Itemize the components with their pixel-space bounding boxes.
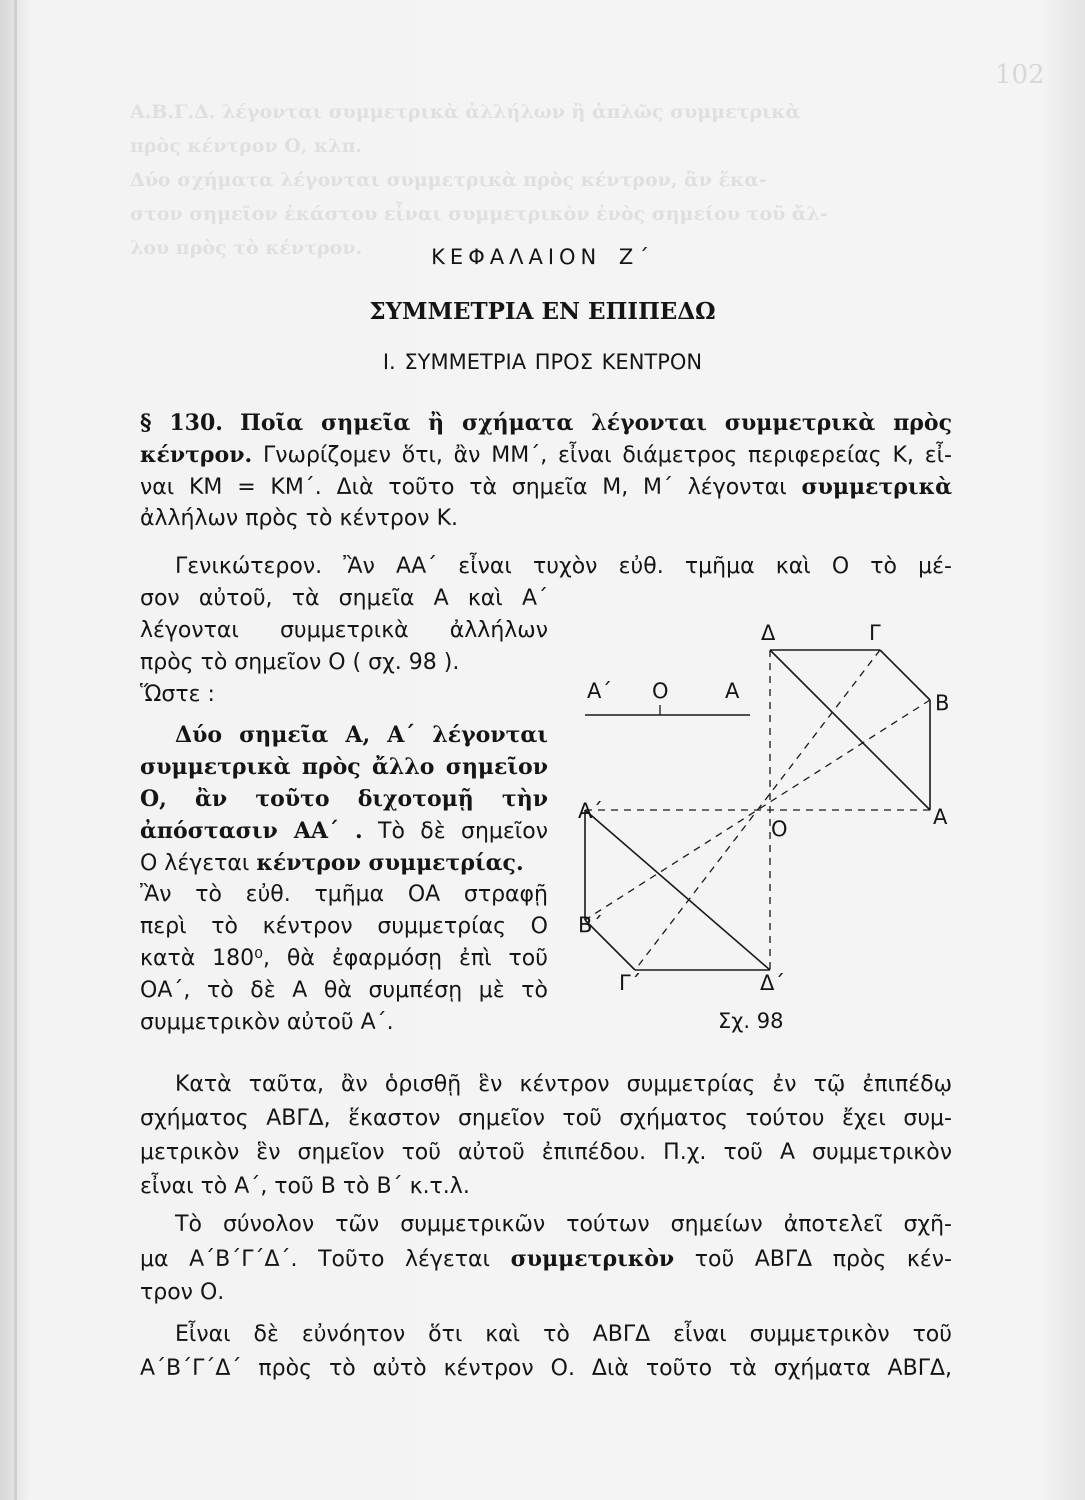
- paragraph-4-line: μετρικὸν ἓν σημεῖον τοῦ αὐτοῦ ἐπιπέδου. Π.χ. τοῦ Α συμμετρικὸν: [140, 1140, 952, 1165]
- definition-text: Τὸ δὲ σημεῖον: [378, 819, 548, 844]
- ghost-line: Δύο σχήματα λέγονται συμμετρικὰ πρὸς κέντρον, ἂν ἕκα-: [130, 169, 767, 191]
- paragraph-3-line: περὶ τὸ κέντρον συμμετρίας Ο: [140, 914, 548, 939]
- paragraph-6-line: Εἶναι δὲ εὐνόητον ὅτι καὶ τὸ ΑΒΓΔ εἶναι συμμετρικὸν τοῦ: [175, 1322, 952, 1347]
- page-title: ΣΥΜΜΕΤΡΙΑ ΕΝ ΕΠΙΠΕΔΩ: [369, 298, 716, 325]
- paragraph-1-line: ἀλλήλων πρὸς τὸ κέντρον Κ.: [140, 506, 459, 531]
- term-distance: ἀπόστασιν ΑΑ΄ .: [140, 818, 363, 844]
- section-heading: Ποῖα σημεῖα ἢ σχήματα λέγονται συμμετρικὰ πρὸς: [240, 410, 952, 436]
- point-label-alpha: Α: [933, 805, 948, 829]
- section-subtitle: Ι. ΣΥΜΜΕΤΡΙΑ ΠΡΟΣ ΚΕΝΤΡΟΝ: [382, 350, 703, 374]
- segment-label-a-prime: Α΄: [587, 679, 612, 703]
- side-gamma-beta: [880, 650, 930, 700]
- term-symmetric-figure: συμμετρικὸν: [510, 1246, 675, 1272]
- section-number: § 130.: [140, 410, 223, 436]
- paragraph-3-line: ΟΑ΄, τὸ δὲ Α θὰ συμπέσῃ μὲ τὸ: [140, 978, 548, 1003]
- paragraph-1-line: [140, 440, 952, 471]
- ghost-line: στον σημεῖον ἑκάστου εἶναι συμμετρικὸν ἑνὸς σημείου τοῦ ἄλ-: [130, 203, 828, 225]
- point-label-o: Ο: [771, 817, 788, 841]
- paragraph-1-line: [140, 472, 952, 503]
- point-label-beta-prime: Β΄: [578, 913, 603, 937]
- segment-label-o: Ο: [652, 679, 669, 703]
- paragraph-3-line: συμμετρικὸν αὐτοῦ Α΄.: [140, 1010, 394, 1035]
- paragraph-5-line: Τὸ σύνολον τῶν συμμετρικῶν τούτων σημείων ἀποτελεῖ σχῆ-: [175, 1212, 952, 1237]
- definition-line: Ο, ἂν τοῦτο διχοτομῇ τὴν: [140, 786, 548, 812]
- point-label-delta: Δ: [761, 621, 776, 645]
- paragraph-2-line: Ὥστε :: [140, 682, 215, 707]
- definition-line: [140, 816, 548, 847]
- page-gutter: [14, 0, 17, 1500]
- paragraph-5-text: τοῦ ΑΒΓΔ πρὸς κέν-: [694, 1247, 952, 1272]
- paragraph-1-text: ναι ΚΜ = ΚΜ΄. Διὰ τοῦτο τὰ σημεῖα Μ, Μ΄ λέγονται: [140, 475, 787, 500]
- ghost-line: λου πρὸς τὸ κέντρον.: [130, 237, 363, 259]
- point-label-gamma: Γ: [869, 621, 881, 645]
- point-label-alpha-prime: Α΄: [578, 799, 603, 823]
- segment-label-a: Α: [725, 679, 740, 703]
- ghost-line: Α.Β.Γ.Δ. λέγονται συμμετρικὰ ἀλλήλων ἢ ἁπλῶς συμμετρικὰ: [130, 101, 801, 123]
- paragraph-2-line: λέγονται συμμετρικὰ ἀλλήλων: [140, 618, 548, 643]
- definition-line: Δύο σημεῖα Α, Α΄ λέγονται: [175, 722, 548, 748]
- chapter-heading: ΚΕΦΑΛΑΙΟΝ Ζ΄: [431, 245, 654, 269]
- figure-caption: Σχ. 98: [718, 1009, 784, 1033]
- paragraph-6-line: Α΄Β΄Γ΄Δ΄ πρὸς τὸ αὐτὸ κέντρον Ο. Διὰ τοῦτο τὰ σχήματα ΑΒΓΔ,: [140, 1356, 952, 1381]
- paragraph-3-line: κατὰ 180⁰, θὰ ἐφαρμόσῃ ἐπὶ τοῦ: [140, 946, 548, 971]
- paragraph-4-line: Κατὰ ταῦτα, ἂν ὁρισθῇ ἓν κέντρον συμμετρίας ἐν τῷ ἐπιπέδῳ: [175, 1072, 952, 1097]
- term-symmetric: συμμετρικὰ: [801, 474, 952, 500]
- bleed-through-text: [130, 95, 980, 265]
- figure-98: [575, 620, 965, 1040]
- section-heading-end: κέντρον.: [140, 442, 253, 468]
- point-label-beta: Β: [935, 691, 950, 715]
- point-label-gamma-prime: Γ΄: [619, 971, 642, 995]
- paragraph-1-text: Γνωρίζομεν ὅτι, ἂν ΜΜ΄, εἶναι διάμετρος περιφερείας Κ, εἶ-: [262, 443, 952, 468]
- ghost-line: πρὸς κέντρον Ο, κλπ.: [130, 135, 363, 157]
- paragraph-3-line: Ἂν τὸ εὐθ. τμῆμα ΟΑ στραφῇ: [140, 882, 548, 907]
- paragraph-5-line: [140, 1244, 952, 1275]
- paragraph-5-text: μα Α΄Β΄Γ΄Δ΄. Τοῦτο λέγεται: [140, 1247, 490, 1272]
- term-center-of-symmetry: κέντρον συμμετρίας.: [256, 850, 524, 876]
- bleed-through-page-number: 102: [995, 60, 1045, 90]
- dashed-gamma-gamma-prime: [635, 650, 880, 970]
- paragraph-2-line: πρὸς τὸ σημεῖον Ο ( σχ. 98 ).: [140, 650, 460, 675]
- diagonal-alpha-prime-delta-prime: [585, 810, 770, 970]
- point-label-delta-prime: Δ΄: [760, 971, 785, 995]
- definition-text: Ο λέγεται: [140, 851, 250, 876]
- paragraph-4-line: εἶναι τὸ Α΄, τοῦ Β τὸ Β΄ κ.τ.λ.: [140, 1174, 470, 1199]
- paragraph-5-line: τρον Ο.: [140, 1280, 225, 1305]
- paragraph-4-line: σχήματος ΑΒΓΔ, ἕκαστον σημεῖον τοῦ σχήματος τούτου ἔχει συμ-: [140, 1106, 952, 1131]
- paragraph-2-line: Γενικώτερον. Ἂν ΑΑ΄ εἶναι τυχὸν εὐθ. τμῆμα καὶ Ο τὸ μέ-: [175, 554, 952, 579]
- definition-line: συμμετρικὰ πρὸς ἄλλο σημεῖον: [140, 754, 548, 780]
- section-heading-line: [140, 408, 952, 439]
- paragraph-2-line: σον αὐτοῦ, τὰ σημεῖα Α καὶ Α΄: [140, 586, 548, 611]
